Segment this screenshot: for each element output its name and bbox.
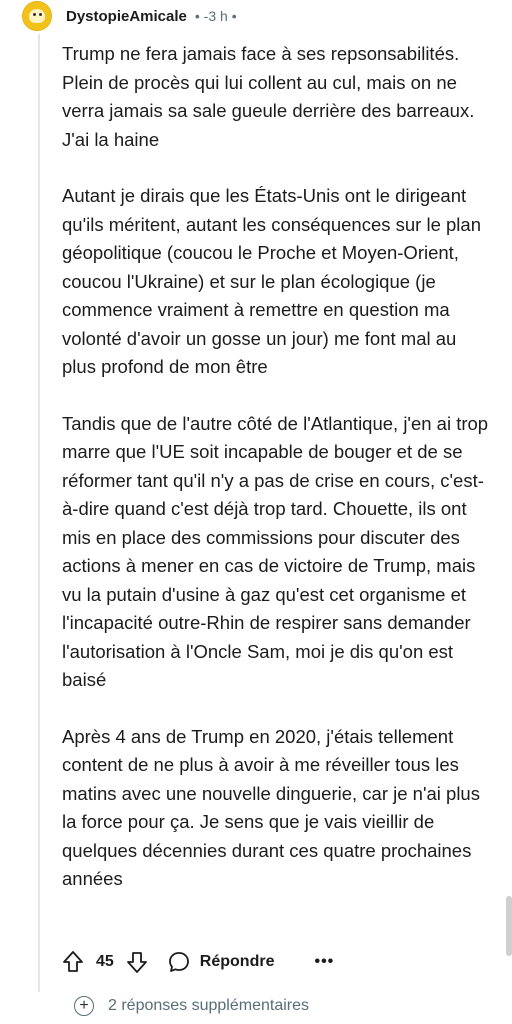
more-replies-link[interactable]: [74, 994, 309, 1018]
avatar-eye-left: [33, 13, 36, 16]
comment-paragraph-3: Tandis que de l'autre côté de l'Atlantique, j'en ai trop marre que l'UE soit incapable de bouger et de se réformer tant qu'il n'y a pas de crise en cours, c'est-à-dire quand c'est déjà trop tard. Chouette, ils ont mis en place des commissions pour discuter des actions à mener en cas de victoire de Trump, mais vu la putain d'usine à gaz qu'est cet organisme et l'incapacité outre-Rhin de respirer sans demander l'autorisation à l'Oncle Sam, moi je dis qu'on est baisé: [62, 412, 489, 690]
comment-paragraph-4: Après 4 ans de Trump en 2020, j'étais tellement content de ne plus à avoir à me réveiller tous les matins avec une nouvelle dinguerie, car je n'ai plus la force pour ça. Je sens que je vais vieillir de quelques décennies durant ces quatre prochaines années: [62, 725, 480, 889]
avatar-icon[interactable]: [22, 1, 52, 31]
comment-header: [22, 0, 237, 32]
scrollbar[interactable]: [506, 896, 512, 956]
comment-paragraph-1: Trump ne fera jamais face à ses repsonsabilités. Plein de procès qui lui collent au cul, mais on ne verra jamais sa sale gueule derrière des barreaux. J'ai la haine: [62, 43, 475, 150]
reply-button[interactable]: [168, 951, 275, 973]
reply-label: Répondre: [199, 953, 275, 970]
comment-body: [62, 40, 492, 922]
comment-timestamp: • -3 h •: [194, 8, 237, 24]
more-replies-label: 2 réponses supplémentaires: [108, 997, 310, 1014]
plus-circle-icon: +: [74, 996, 94, 1016]
avatar-eye-right: [39, 13, 42, 16]
avatar-face: [29, 9, 45, 23]
arrow-down-icon[interactable]: [126, 950, 148, 974]
speech-bubble-icon: [168, 951, 190, 973]
more-options-button[interactable]: •••: [314, 953, 335, 970]
username-link[interactable]: DystopieAmicale: [66, 7, 187, 25]
arrow-up-icon[interactable]: [62, 950, 84, 974]
comment-actions: [62, 944, 334, 980]
vote-count: 45: [96, 953, 114, 970]
comment-paragraph-2: Autant je dirais que les États-Unis ont le dirigeant qu'ils méritent, autant les conséquences sur le plan géopolitique (coucou le Proche et Moyen-Orient, coucou l'Ukraine) et sur le plan écologique (je commence vraiment à remettre en question ma volonté d'avoir un gosse un jour) me font mal au plus profond de mon être: [62, 185, 481, 377]
thread-line[interactable]: [38, 34, 40, 992]
